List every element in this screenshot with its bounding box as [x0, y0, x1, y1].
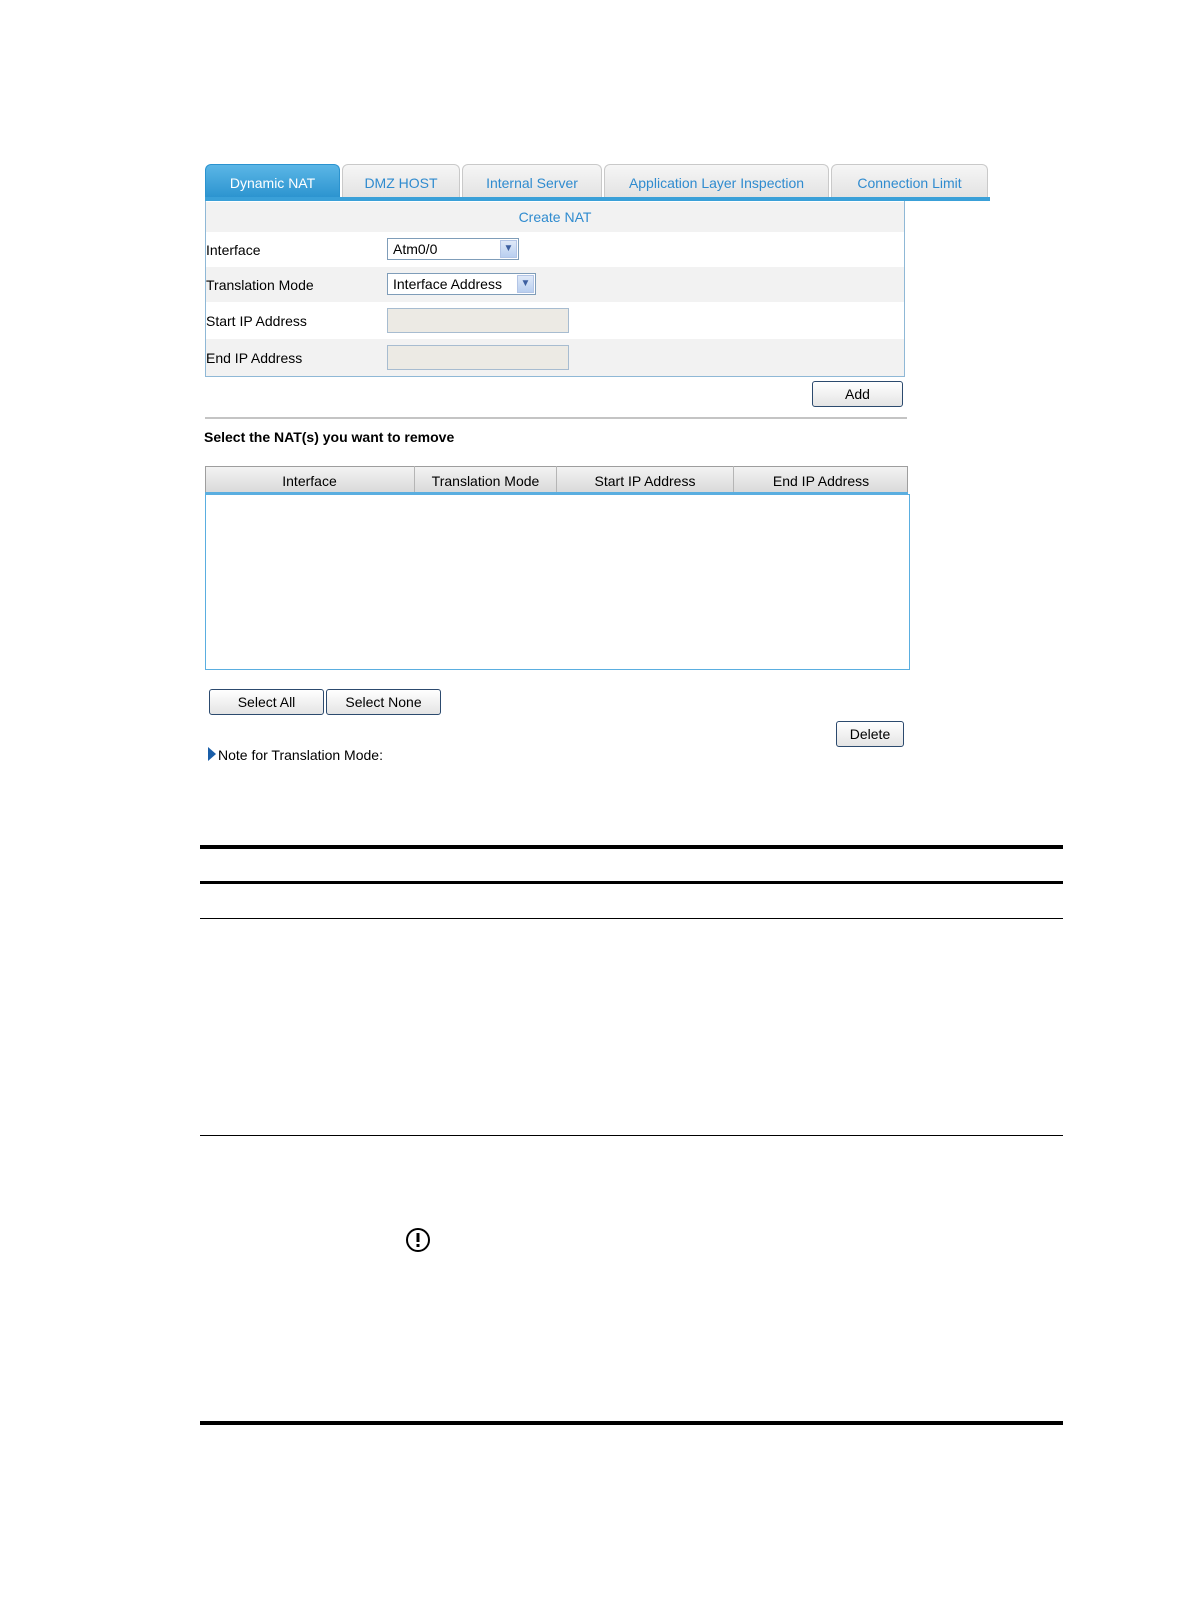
interface-row [206, 232, 904, 267]
end-ip-input[interactable] [387, 345, 569, 370]
table-row-rule [200, 1135, 1063, 1136]
delete-button[interactable]: Delete [836, 721, 904, 747]
select-none-button[interactable]: Select None [326, 689, 441, 715]
add-button[interactable]: Add [812, 381, 903, 407]
tab-application-layer-inspection[interactable]: Application Layer Inspection [604, 164, 829, 198]
column-header-start-ip[interactable]: Start IP Address [557, 466, 734, 494]
nat-table-body [205, 494, 910, 670]
remove-heading: Select the NAT(s) you want to remove [204, 429, 455, 445]
table-header-rule [200, 881, 1063, 884]
translation-mode-select[interactable] [387, 273, 536, 295]
start-ip-input[interactable] [387, 308, 569, 333]
end-ip-label: End IP Address [206, 350, 303, 366]
tab-connection-limit[interactable]: Connection Limit [831, 164, 988, 198]
tab-dmz-host[interactable]: DMZ HOST [342, 164, 460, 198]
table-row-rule [200, 918, 1063, 919]
section-divider [205, 417, 907, 419]
triangle-right-icon[interactable] [208, 747, 216, 761]
interface-select[interactable] [387, 238, 519, 260]
select-all-button[interactable]: Select All [209, 689, 324, 715]
create-nat-title: Create NAT [206, 202, 904, 232]
column-header-translation-mode[interactable]: Translation Mode [415, 466, 557, 494]
note-translation-mode-link[interactable]: Note for Translation Mode: [218, 747, 383, 763]
interface-select-value: Atm0/0 [393, 241, 438, 257]
start-ip-label: Start IP Address [206, 313, 307, 329]
tab-internal-server[interactable]: Internal Server [462, 164, 602, 198]
tab-dynamic-nat[interactable]: Dynamic NAT [205, 164, 340, 198]
exclamation-circle-icon [405, 1227, 431, 1253]
interface-label: Interface [206, 242, 261, 258]
table-bottom-rule [200, 1421, 1063, 1425]
column-header-end-ip[interactable]: End IP Address [772, 473, 870, 489]
table-top-rule [200, 845, 1063, 849]
column-header-interface[interactable]: Interface [205, 466, 415, 494]
chevron-down-icon[interactable]: ▼ [500, 240, 517, 258]
translation-mode-select-value: Interface Address [393, 276, 502, 292]
chevron-down-icon[interactable]: ▼ [517, 275, 534, 293]
translation-mode-label: Translation Mode [206, 277, 314, 293]
